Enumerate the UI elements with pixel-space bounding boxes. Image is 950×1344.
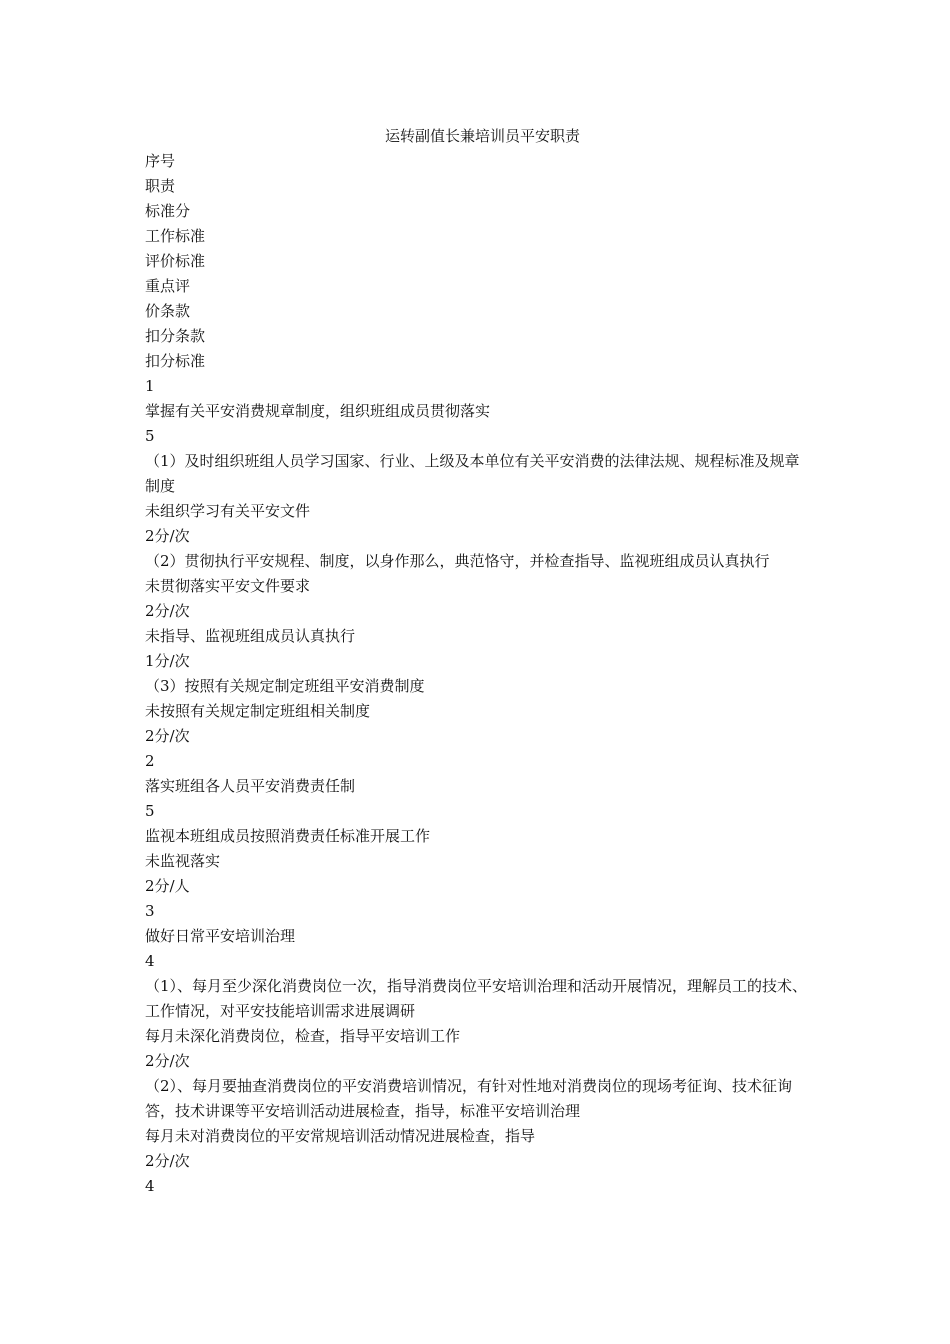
text-line: 1: [145, 377, 155, 395]
text-line: 每月未对消费岗位的平安常规培训活动情况进展检查，指导: [145, 1127, 536, 1145]
text-line: 2分/次: [145, 527, 190, 545]
text-line: 扣分标准: [145, 352, 206, 370]
text-line: 未按照有关规定制定班组相关制度: [145, 702, 371, 720]
text-line: 5: [145, 427, 155, 445]
text-line: 未贯彻落实平安文件要求: [145, 577, 311, 595]
text-line: （1）及时组织班组人员学习国家、行业、上级及本单位有关平安消费的法律法规、规程标准及规章制度: [145, 452, 800, 495]
text-line: （2）、每月要抽查消费岗位的平安消费培训情况，有针对性地对消费岗位的现场考征询、技术征询答，技术讲课等平安培训活动进展检查，指导，标准平安培训治理: [145, 1077, 793, 1120]
text-line: 2分/次: [145, 602, 190, 620]
text-line: 3: [145, 902, 155, 920]
text-line: 标准分: [145, 202, 191, 220]
text-line: 2: [145, 752, 155, 770]
text-line: 5: [145, 802, 155, 820]
text-line: （1）、每月至少深化消费岗位一次，指导消费岗位平安培训治理和活动开展情况，理解员工的技术、工作情况，对平安技能培训需求进展调研: [145, 977, 808, 1020]
text-line: 未监视落实: [145, 852, 221, 870]
text-line: 2分/次: [145, 727, 190, 745]
text-line: 职责: [145, 177, 176, 195]
document-body: [145, 149, 810, 1199]
text-line: 4: [145, 1177, 155, 1195]
text-line: 2分/人: [145, 877, 190, 895]
text-line: （3）按照有关规定制定班组平安消费制度: [145, 677, 425, 695]
text-line: 评价标准: [145, 252, 206, 270]
text-line: 做好日常平安培训治理: [145, 927, 296, 945]
text-line: 工作标准: [145, 227, 206, 245]
text-line: 重点评: [145, 277, 191, 295]
text-line: （2）贯彻执行平安规程、制度，以身作那么，典范恪守，并检查指导、监视班组成员认真执行: [145, 552, 770, 570]
text-line: 2分/次: [145, 1152, 190, 1170]
text-line: 序号: [145, 152, 176, 170]
text-line: 未指导、监视班组成员认真执行: [145, 627, 356, 645]
text-line: 扣分条款: [145, 327, 206, 345]
text-line: 4: [145, 952, 155, 970]
text-line: 未组织学习有关平安文件: [145, 502, 311, 520]
text-line: 2分/次: [145, 1052, 190, 1070]
document-title: 运转副值长兼培训员平安职责: [384, 127, 580, 145]
text-line: 监视本班组成员按照消费责任标准开展工作: [145, 827, 431, 845]
text-line: 每月未深化消费岗位，检查，指导平安培训工作: [145, 1027, 461, 1045]
text-line: 落实班组各人员平安消费责任制: [145, 777, 356, 795]
text-line: 1分/次: [145, 652, 190, 670]
text-line: 价条款: [145, 302, 191, 320]
text-line: 掌握有关平安消费规章制度，组织班组成员贯彻落实: [145, 402, 491, 420]
